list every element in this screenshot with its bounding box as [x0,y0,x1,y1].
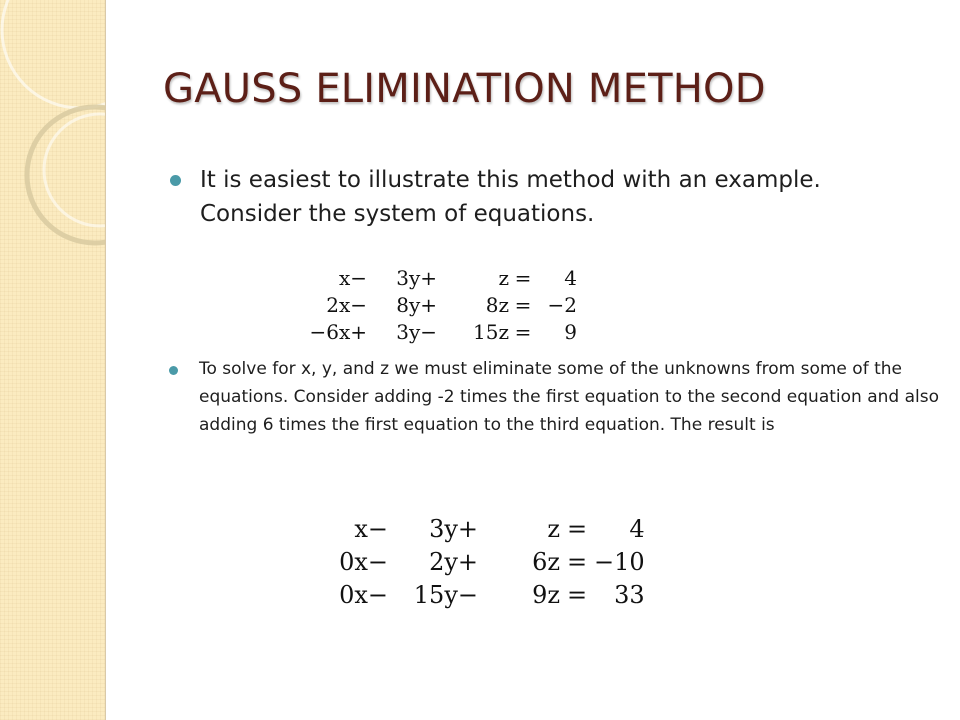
equals-sign: = [566,581,588,609]
equation-row [309,292,577,319]
equals-sign: = [514,293,532,317]
equals-sign: = [566,515,588,543]
equation-row [330,513,645,546]
equation-row [309,265,577,292]
rhs-value: 9 [564,320,577,344]
term: z [547,515,560,543]
decorative-circles [0,0,105,720]
term: 15y− [413,581,478,609]
equals-sign: = [566,548,588,576]
term: x− [354,515,388,543]
equation-row [330,546,645,579]
rhs-value: 33 [614,581,645,609]
equation-row [309,319,577,346]
bullet-dot-icon [170,175,181,186]
decorative-side-band [0,0,105,720]
equals-sign: = [514,266,532,290]
rhs-value: −2 [547,293,577,317]
bullet-dot-icon [169,366,178,375]
term: 3y− [396,320,437,344]
term: 15z [473,320,509,344]
term: 2x− [326,293,367,317]
slide-title: GAUSS ELIMINATION METHOD [163,66,766,112]
term: 9z [532,581,560,609]
equation-row [330,579,645,612]
term: 2y+ [429,548,478,576]
equals-sign: = [514,320,532,344]
term: 3y+ [429,515,478,543]
term: 3y+ [396,266,437,290]
term: z [498,266,509,290]
term: x− [338,266,367,290]
term: −6x+ [309,320,367,344]
term: 8z [485,293,509,317]
equation-system-result [330,513,645,612]
equation-system-original [309,265,577,346]
rhs-value: −10 [594,548,645,576]
side-band-edge [105,0,106,720]
term: 6z [532,548,560,576]
term: 8y+ [396,293,437,317]
term: 0x− [339,581,388,609]
rhs-value: 4 [564,266,577,290]
term: 0x− [339,548,388,576]
bullet-text-intro: It is easiest to illustrate this method with an example. Consider the system of equations. [200,167,821,227]
bullet-text-explanation: To solve for x, y, and z we must eliminate some of the unknowns from some of the equations. Consider adding -2 times the first equation to the second equation and also adding 6 times the first equation to the third equation. The result is [199,359,939,435]
rhs-value: 4 [629,515,645,543]
